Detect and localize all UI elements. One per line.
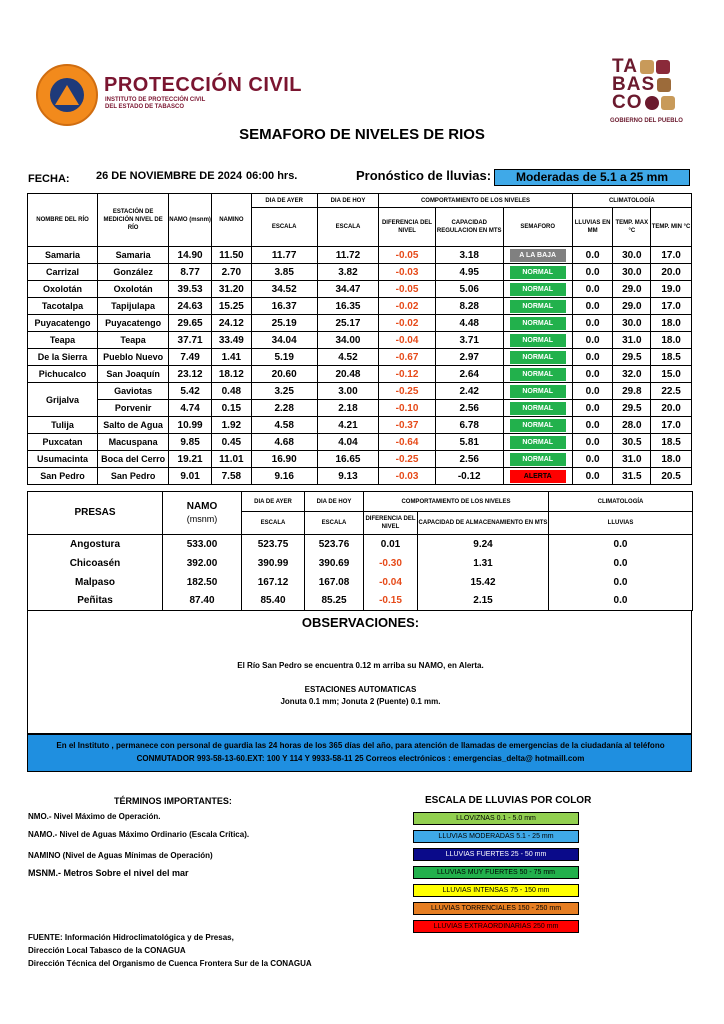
namino-value: 33.49 [212,332,252,349]
tmin-value: 18.0 [651,332,692,349]
presas-table [27,491,693,611]
table-row [28,573,693,592]
fecha-value: 26 DE NOVIEMBRE DE 2024 [96,170,243,182]
presa-hoy: 523.76 [305,535,364,554]
header-diferencia: DIFERENCIA DEL NIVEL [379,208,435,247]
semaforo-cell [503,281,572,298]
header-presas-namo-label: NAMO [186,501,218,512]
tmin-value: 19.0 [651,281,692,298]
terminos-title: TÉRMINOS IMPORTANTES: [114,796,232,806]
estacion-name: Teapa [98,332,169,349]
presa-lluvia: 0.0 [549,535,693,554]
tmax-value: 30.0 [613,264,651,281]
presa-ayer: 167.12 [242,573,305,592]
namo-value: 5.42 [169,383,212,400]
rio-name: De la Sierra [28,349,98,366]
escala-ayer-value: 20.60 [251,366,317,383]
tmin-value: 22.5 [651,383,692,400]
namo-value: 9.85 [169,434,212,451]
semaforo-cell [503,383,572,400]
semaforo-cell [503,247,572,264]
semaforo-badge: NORMAL [510,368,566,381]
namino-value: 0.15 [212,400,252,417]
table-row [28,298,692,315]
escala-ayer-value: 9.16 [251,468,317,485]
lluvia-value: 0.0 [572,468,613,485]
rio-name: Tacotalpa [28,298,98,315]
escala-ayer-value: 3.25 [251,383,317,400]
presa-lluvia: 0.0 [549,573,693,592]
namino-value: 11.50 [212,247,252,264]
estacion-name: Boca del Cerro [98,451,169,468]
fecha-label: FECHA: [28,173,70,185]
namino-value: 24.12 [212,315,252,332]
lluvia-value: 0.0 [572,332,613,349]
escala-hoy-value: 9.13 [317,468,379,485]
namo-value: 7.49 [169,349,212,366]
lluvia-scale-item: LLUVIAS TORRENCIALES 150 - 250 mm [413,902,579,915]
rio-name: Samaria [28,247,98,264]
tmax-value: 31.0 [613,451,651,468]
namo-value: 29.65 [169,315,212,332]
escala-hoy-value: 16.65 [317,451,379,468]
tmax-value: 30.0 [613,247,651,264]
tmin-value: 17.0 [651,417,692,434]
header-tmin: TEMP. MIN °C [651,208,692,247]
semaforo-badge: NORMAL [510,419,566,432]
namino-value: 0.48 [212,383,252,400]
namo-value: 39.53 [169,281,212,298]
table-row [28,592,693,611]
header-dia-hoy: DIA DE HOY [317,194,379,208]
termino-item: MSNM.- Metros Sobre el nivel del mar [28,868,189,878]
observaciones-title: OBSERVACIONES: [301,615,420,630]
presa-diferencia: 0.01 [364,535,418,554]
instituto-line-2: CONMUTADOR 993-58-13-60.EXT: 100 Y 114 Y 9933-58-11 25 Correos electrónicos : emergencias_delta@ hotmaill.com [136,754,585,763]
tmax-value: 30.0 [613,315,651,332]
presa-capacidad: 9.24 [418,535,549,554]
capacidad-value: 4.48 [435,315,503,332]
escala-ayer-value: 2.28 [251,400,317,417]
estacion-name: San Joaquín [98,366,169,383]
semaforo-cell [503,417,572,434]
header-escala-hoy: ESCALA [317,208,379,247]
diferencia-value: -0.10 [379,400,435,417]
triangle-icon [50,78,84,112]
lluvia-scale-item: LLUVIAS FUERTES 25 - 50 mm [413,848,579,861]
fuente-line-2: Dirección Local Tabasco de la CONAGUA [28,946,186,955]
org-subtitle-1: INSTITUTO DE PROTECCIÓN CIVIL [105,97,206,103]
lluvia-value: 0.0 [572,315,613,332]
tmin-value: 18.0 [651,451,692,468]
presa-lluvia: 0.0 [549,554,693,573]
termino-item: NMO.- Nivel Máximo de Operación. [28,812,161,821]
diferencia-value: -0.03 [379,468,435,485]
namo-value: 8.77 [169,264,212,281]
presa-hoy: 390.69 [305,554,364,573]
namino-value: 0.45 [212,434,252,451]
semaforo-badge: NORMAL [510,300,566,313]
table-row [28,315,692,332]
capacidad-value: 8.28 [435,298,503,315]
capacidad-value: 4.95 [435,264,503,281]
escala-ayer-value: 34.04 [251,332,317,349]
tmin-value: 20.0 [651,400,692,417]
semaforo-cell [503,332,572,349]
estaciones-text: Jonuta 0.1 mm; Jonuta 2 (Puente) 0.1 mm. [280,697,441,706]
escala-ayer-value: 5.19 [251,349,317,366]
instituto-line-1: En el Instituto , permanece con personal de guardia las 24 horas de los 365 días del año, para atención de llamadas de emergencias de la ciudadanía al teléfono [56,741,665,750]
diferencia-value: -0.12 [379,366,435,383]
semaforo-cell [503,349,572,366]
proteccion-civil-logo [36,64,98,126]
escala-hoy-value: 4.21 [317,417,379,434]
diferencia-value: -0.67 [379,349,435,366]
header-presas-dia-ayer: DIA DE AYER [242,492,305,512]
namino-value: 1.41 [212,349,252,366]
tmin-value: 18.5 [651,349,692,366]
escala-hoy-value: 25.17 [317,315,379,332]
presa-hoy: 167.08 [305,573,364,592]
namo-value: 19.21 [169,451,212,468]
header-comportamiento: COMPORTAMIENTO DE LOS NIVELES [379,194,572,208]
namino-value: 11.01 [212,451,252,468]
namo-value: 23.12 [169,366,212,383]
presa-lluvia: 0.0 [549,592,693,611]
tmin-value: 17.0 [651,247,692,264]
semaforo-cell [503,315,572,332]
estacion-name: Salto de Agua [98,417,169,434]
presa-namo: 87.40 [163,592,242,611]
estacion-name: Pueblo Nuevo [98,349,169,366]
capacidad-value: 6.78 [435,417,503,434]
rio-name: Puyacatengo [28,315,98,332]
capacidad-value: 2.56 [435,400,503,417]
escala-hoy-value: 4.52 [317,349,379,366]
estacion-name: Puyacatengo [98,315,169,332]
escala-ayer-value: 16.37 [251,298,317,315]
diferencia-value: -0.02 [379,298,435,315]
header-escala-ayer: ESCALA [251,208,317,247]
header-lluvias: LLUVIAS EN MM [572,208,613,247]
fuente-line-1: FUENTE: Información Hidroclimatológica y de Presas, [28,933,234,942]
observacion-text: El Río San Pedro se encuentra 0.12 m arriba su NAMO, en Alerta. [237,661,484,670]
semaforo-badge: NORMAL [510,317,566,330]
semaforo-cell [503,400,572,417]
tmax-value: 29.5 [613,349,651,366]
capacidad-value: 2.64 [435,366,503,383]
tmin-value: 18.0 [651,315,692,332]
header-namino: NAMINO [212,194,252,247]
tmax-value: 31.5 [613,468,651,485]
capacidad-value: 2.97 [435,349,503,366]
presa-ayer: 85.40 [242,592,305,611]
rio-name: Tulija [28,417,98,434]
escala-hoy-value: 2.18 [317,400,379,417]
header-estacion: ESTACIÓN DE MEDICIÓN NIVEL DE RÍO [98,194,169,247]
semaforo-cell [503,451,572,468]
header-presas-dia-hoy: DIA DE HOY [305,492,364,512]
header-presas: PRESAS [28,492,163,535]
org-title: PROTECCIÓN CIVIL [104,74,303,96]
rio-name: Oxolotán [28,281,98,298]
escala-ayer-value: 4.68 [251,434,317,451]
namo-value: 14.90 [169,247,212,264]
tmin-value: 20.0 [651,264,692,281]
tmin-value: 18.5 [651,434,692,451]
lluvia-value: 0.0 [572,247,613,264]
escala-hoy-value: 11.72 [317,247,379,264]
escala-ayer-value: 25.19 [251,315,317,332]
pronostico-label: Pronóstico de lluvias: [356,168,492,183]
diferencia-value: -0.03 [379,264,435,281]
diferencia-value: -0.05 [379,247,435,264]
namino-value: 15.25 [212,298,252,315]
header-tmax: TEMP. MAX °C [613,208,651,247]
escala-lluvias-title: ESCALA DE LLUVIAS POR COLOR [425,795,592,806]
rio-name: San Pedro [28,468,98,485]
estacion-name: Porvenir [98,400,169,417]
presa-name: Angostura [28,535,163,554]
lluvia-value: 0.0 [572,349,613,366]
capacidad-value: 5.06 [435,281,503,298]
escala-hoy-value: 4.04 [317,434,379,451]
escala-hoy-value: 3.82 [317,264,379,281]
presa-namo: 533.00 [163,535,242,554]
table-row [28,535,693,554]
tmax-value: 28.0 [613,417,651,434]
hora-value: 06:00 hrs. [246,170,298,182]
presa-capacidad: 2.15 [418,592,549,611]
estacion-name: San Pedro [98,468,169,485]
presa-name: Malpaso [28,573,163,592]
escala-ayer-value: 3.85 [251,264,317,281]
presa-namo: 182.50 [163,573,242,592]
table-row [28,468,692,485]
capacidad-value: 3.71 [435,332,503,349]
presa-name: Peñitas [28,592,163,611]
namino-value: 18.12 [212,366,252,383]
lluvia-value: 0.0 [572,281,613,298]
lluvia-scale-item: LLUVIAS INTENSAS 75 - 150 mm [413,884,579,897]
fuente-line-3: Dirección Técnica del Organismo de Cuenca Frontera Sur de la CONAGUA [28,959,312,968]
rio-name: Pichucalco [28,366,98,383]
table-row [28,366,692,383]
diferencia-value: -0.64 [379,434,435,451]
lluvia-scale-item: LLUVIAS MUY FUERTES 50 - 75 mm [413,866,579,879]
lluvia-value: 0.0 [572,400,613,417]
lluvia-value: 0.0 [572,434,613,451]
lluvia-scale-item: LLUVIAS MODERADAS 5.1 - 25 mm [413,830,579,843]
namino-value: 7.58 [212,468,252,485]
lluvia-scale-item: LLUVIAS EXTRAORDINARIAS 250 mm [413,920,579,933]
header-dia-ayer: DIA DE AYER [251,194,317,208]
pronostico-value: Moderadas de 5.1 a 25 mm [494,169,690,186]
semaforo-badge: ALERTA [510,470,566,483]
gobierno-label: GOBIERNO DEL PUEBLO [610,118,683,124]
capacidad-value: 2.56 [435,451,503,468]
table-row [28,332,692,349]
page-title: SEMAFORO DE NIVELES DE RIOS [239,126,485,143]
presa-diferencia: -0.04 [364,573,418,592]
estacion-name: Oxolotán [98,281,169,298]
tmax-value: 29.0 [613,298,651,315]
table-row [28,264,692,281]
escala-hoy-value: 34.00 [317,332,379,349]
namino-value: 31.20 [212,281,252,298]
escala-ayer-value: 16.90 [251,451,317,468]
header-semaforo: SEMAFORO [503,208,572,247]
namo-value: 9.01 [169,468,212,485]
escala-ayer-value: 11.77 [251,247,317,264]
lluvia-value: 0.0 [572,264,613,281]
capacidad-value: 3.18 [435,247,503,264]
table-row [28,400,692,417]
lluvia-value: 0.0 [572,366,613,383]
namino-value: 1.92 [212,417,252,434]
semaforo-cell [503,366,572,383]
semaforo-cell [503,264,572,281]
presa-ayer: 523.75 [242,535,305,554]
diferencia-value: -0.37 [379,417,435,434]
presa-hoy: 85.25 [305,592,364,611]
escala-hoy-value: 20.48 [317,366,379,383]
header-capacidad: CAPACIDAD REGULACION EN MTS [435,208,503,247]
semaforo-badge: NORMAL [510,436,566,449]
diferencia-value: -0.02 [379,315,435,332]
lluvia-scale-item: LLOVIZNAS 0.1 - 5.0 mm [413,812,579,825]
rio-name: Teapa [28,332,98,349]
header-namo: NAMO (msnm) [169,194,212,247]
tmin-value: 20.5 [651,468,692,485]
namo-value: 37.71 [169,332,212,349]
header-presas-comportamiento: COMPORTAMIENTO DE LOS NIVELES [364,492,549,512]
termino-item: NAMO.- Nivel de Aguas Máximo Ordinario (Escala Crítica). [28,830,250,839]
tmin-value: 17.0 [651,298,692,315]
escala-ayer-value: 4.58 [251,417,317,434]
estacion-name: Tapijulapa [98,298,169,315]
header-presas-namo [163,492,242,535]
tmax-value: 32.0 [613,366,651,383]
header-presas-msnm: (msnm) [186,514,218,524]
table-row [28,281,692,298]
semaforo-badge: NORMAL [510,385,566,398]
namo-value: 10.99 [169,417,212,434]
header-presas-diferencia: DIFERENCIA DEL NIVEL [364,512,418,535]
semaforo-cell [503,298,572,315]
tabasco-logo-line2: BAS [612,74,656,95]
semaforo-badge: NORMAL [510,283,566,296]
semaforo-cell [503,468,572,485]
escala-hoy-value: 3.00 [317,383,379,400]
lluvia-value: 0.0 [572,298,613,315]
observaciones-box [27,610,692,734]
semaforo-badge: NORMAL [510,453,566,466]
rio-name: Puxcatan [28,434,98,451]
table-row [28,349,692,366]
rio-name: Grijalva [28,383,98,417]
estacion-name: Gaviotas [98,383,169,400]
diferencia-value: -0.25 [379,451,435,468]
tabasco-logo [612,58,692,122]
diferencia-value: -0.25 [379,383,435,400]
presa-diferencia: -0.30 [364,554,418,573]
escala-hoy-value: 34.47 [317,281,379,298]
table-row [28,451,692,468]
estacion-name: Macuspana [98,434,169,451]
presa-namo: 392.00 [163,554,242,573]
tmax-value: 30.5 [613,434,651,451]
header-climatologia: CLIMATOLOGÍA [572,194,691,208]
estacion-name: González [98,264,169,281]
header-presas-escala-hoy: ESCALA [305,512,364,535]
diferencia-value: -0.05 [379,281,435,298]
header-rio: NOMBRE DEL RÍO [28,194,98,247]
estacion-name: Samaria [98,247,169,264]
tabasco-logo-line3: CO [612,92,643,113]
header-presas-capacidad: CAPACIDAD DE ALMACENAMIENTO EN MTS [418,512,549,535]
presa-diferencia: -0.15 [364,592,418,611]
semaforo-cell [503,434,572,451]
presa-capacidad: 15.42 [418,573,549,592]
tmax-value: 29.0 [613,281,651,298]
namo-value: 24.63 [169,298,212,315]
semaforo-badge: NORMAL [510,402,566,415]
namino-value: 2.70 [212,264,252,281]
semaforo-badge: A LA BAJA [510,249,566,262]
namo-value: 4.74 [169,400,212,417]
presa-ayer: 390.99 [242,554,305,573]
tmax-value: 31.0 [613,332,651,349]
lluvia-value: 0.0 [572,417,613,434]
tabasco-logo-line1: TA [612,56,638,77]
table-row [28,247,692,264]
diferencia-value: -0.04 [379,332,435,349]
lluvia-value: 0.0 [572,383,613,400]
header-presas-escala-ayer: ESCALA [242,512,305,535]
lluvia-value: 0.0 [572,451,613,468]
rivers-table [27,193,692,485]
semaforo-badge: NORMAL [510,334,566,347]
table-row [28,417,692,434]
rio-name: Carrizal [28,264,98,281]
capacidad-value: 2.42 [435,383,503,400]
capacidad-value: -0.12 [435,468,503,485]
tmin-value: 15.0 [651,366,692,383]
escala-ayer-value: 34.52 [251,281,317,298]
header-presas-climatologia: CLIMATOLOGÍA [549,492,693,512]
table-row [28,434,692,451]
estaciones-title: ESTACIONES AUTOMATICAS [304,685,417,694]
termino-item: NAMINO (Nivel de Aguas Mínimas de Operación) [28,851,213,860]
presa-name: Chicoasén [28,554,163,573]
tmax-value: 29.8 [613,383,651,400]
escala-hoy-value: 16.35 [317,298,379,315]
tmax-value: 29.5 [613,400,651,417]
header-presas-lluvias: LLUVIAS [549,512,693,535]
capacidad-value: 5.81 [435,434,503,451]
instituto-banner [27,734,692,772]
presa-capacidad: 1.31 [418,554,549,573]
table-row [28,554,693,573]
org-subtitle-2: DEL ESTADO DE TABASCO [105,104,185,110]
semaforo-badge: NORMAL [510,351,566,364]
semaforo-badge: NORMAL [510,266,566,279]
rio-name: Usumacinta [28,451,98,468]
table-row [28,383,692,400]
